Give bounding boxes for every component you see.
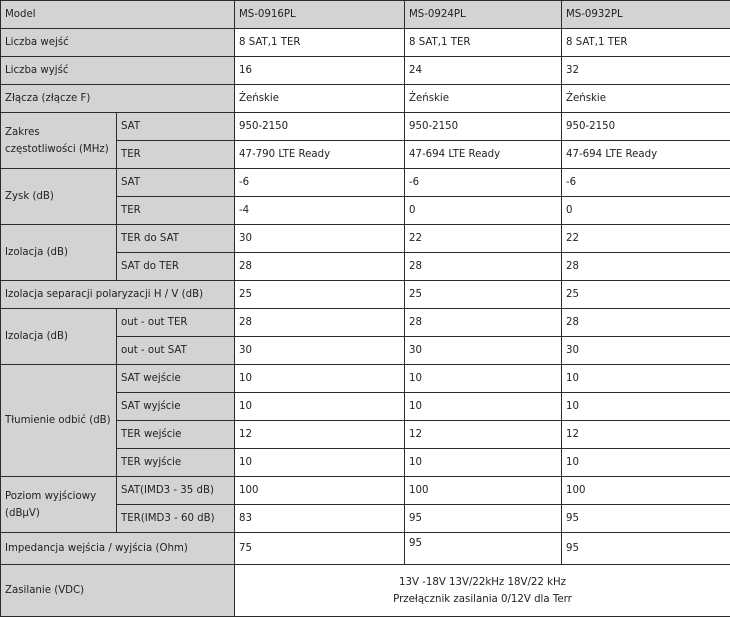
cell-impedance-1: 75 [235, 533, 405, 565]
cell-sat-in-2: 10 [405, 365, 562, 393]
cell-gain-sat-1: -6 [235, 169, 405, 197]
cell-out-ter-2: 28 [405, 309, 562, 337]
header-model-label: Model [1, 1, 235, 29]
cell-polarization-2: 25 [405, 281, 562, 309]
cell-ter-in-2: 12 [405, 421, 562, 449]
sub-label-sat-out: SAT wyjście [117, 393, 235, 421]
table-row-freq-sat [1, 113, 730, 141]
cell-ter-out-2: 10 [405, 449, 562, 477]
cell-sat-out-1: 10 [235, 393, 405, 421]
cell-inputs-2: 8 SAT,1 TER [405, 29, 562, 57]
table-row-inputs [1, 29, 730, 57]
row-label-inputs: Liczba wejść [1, 29, 235, 57]
cell-output-sat-1: 100 [235, 477, 405, 505]
cell-output-ter-3: 95 [562, 505, 730, 533]
cell-gain-ter-2: 0 [405, 197, 562, 225]
cell-freq-ter-3: 47-694 LTE Ready [562, 141, 730, 169]
cell-inputs-3: 8 SAT,1 TER [562, 29, 730, 57]
cell-output-sat-2: 100 [405, 477, 562, 505]
cell-connectors-3: Żeńskie [562, 85, 730, 113]
cell-ter-in-1: 12 [235, 421, 405, 449]
cell-gain-ter-1: -4 [235, 197, 405, 225]
cell-freq-ter-2: 47-694 LTE Ready [405, 141, 562, 169]
cell-ter-out-1: 10 [235, 449, 405, 477]
header-model-1: MS-0916PL [235, 1, 405, 29]
cell-inputs-1: 8 SAT,1 TER [235, 29, 405, 57]
cell-polarization-1: 25 [235, 281, 405, 309]
row-label-impedance: Impedancja wejścia / wyjścia (Ohm) [1, 533, 235, 565]
cell-ter-out-3: 10 [562, 449, 730, 477]
cell-outputs-2: 24 [405, 57, 562, 85]
sub-label-freq-ter: TER [117, 141, 235, 169]
cell-freq-sat-3: 950-2150 [562, 113, 730, 141]
cell-impedance-2: 95 [405, 533, 562, 565]
table-row-isolation-ter-sat [1, 225, 730, 253]
power-line-2: Przełącznik zasilania 0/12V dla Terr [239, 591, 726, 608]
cell-ter-in-3: 12 [562, 421, 730, 449]
table-row-output-sat [1, 477, 730, 505]
table-row-model [1, 1, 730, 29]
cell-out-sat-2: 30 [405, 337, 562, 365]
cell-connectors-2: Żeńskie [405, 85, 562, 113]
row-label-gain: Zysk (dB) [1, 169, 117, 225]
cell-freq-sat-1: 950-2150 [235, 113, 405, 141]
sub-label-ter-in: TER wejście [117, 421, 235, 449]
cell-sat-out-2: 10 [405, 393, 562, 421]
sub-label-gain-sat: SAT [117, 169, 235, 197]
sub-label-ter-out: TER wyjście [117, 449, 235, 477]
table-row-gain-sat [1, 169, 730, 197]
sub-label-sat-to-ter: SAT do TER [117, 253, 235, 281]
sub-label-output-sat: SAT(IMD3 - 35 dB) [117, 477, 235, 505]
power-line-1: 13V -18V 13V/22kHz 18V/22 kHz [239, 574, 726, 591]
sub-label-ter-to-sat: TER do SAT [117, 225, 235, 253]
cell-freq-sat-2: 950-2150 [405, 113, 562, 141]
cell-outputs-1: 16 [235, 57, 405, 85]
cell-impedance-3: 95 [562, 533, 730, 565]
cell-outputs-3: 32 [562, 57, 730, 85]
header-model-3: MS-0932PL [562, 1, 730, 29]
row-label-return-loss: Tłumienie odbić (dB) [1, 365, 117, 477]
cell-power [235, 565, 730, 617]
sub-label-out-ter: out - out TER [117, 309, 235, 337]
table-row-impedance [1, 533, 730, 565]
cell-gain-sat-3: -6 [562, 169, 730, 197]
sub-label-freq-sat: SAT [117, 113, 235, 141]
row-label-freq: Zakres częstotliwości (MHz) [1, 113, 117, 169]
sub-label-out-sat: out - out SAT [117, 337, 235, 365]
row-label-isolation: Izolacja (dB) [1, 225, 117, 281]
sub-label-gain-ter: TER [117, 197, 235, 225]
header-model-2: MS-0924PL [405, 1, 562, 29]
cell-ter-to-sat-3: 22 [562, 225, 730, 253]
cell-sat-out-3: 10 [562, 393, 730, 421]
table-row-out-ter [1, 309, 730, 337]
sub-label-sat-in: SAT wejście [117, 365, 235, 393]
cell-out-ter-3: 28 [562, 309, 730, 337]
cell-output-ter-2: 95 [405, 505, 562, 533]
row-label-polarization: Izolacja separacji polaryzacji H / V (dB) [1, 281, 235, 309]
cell-out-sat-1: 30 [235, 337, 405, 365]
table-row-power [1, 565, 730, 617]
cell-sat-in-1: 10 [235, 365, 405, 393]
cell-output-ter-1: 83 [235, 505, 405, 533]
cell-sat-in-3: 10 [562, 365, 730, 393]
row-label-outputs: Liczba wyjść [1, 57, 235, 85]
cell-ter-to-sat-1: 30 [235, 225, 405, 253]
cell-gain-sat-2: -6 [405, 169, 562, 197]
table-row-sat-in [1, 365, 730, 393]
table-row-connectors [1, 85, 730, 113]
cell-output-sat-3: 100 [562, 477, 730, 505]
table-row-outputs [1, 57, 730, 85]
cell-sat-to-ter-3: 28 [562, 253, 730, 281]
cell-out-sat-3: 30 [562, 337, 730, 365]
cell-ter-to-sat-2: 22 [405, 225, 562, 253]
sub-label-output-ter: TER(IMD3 - 60 dB) [117, 505, 235, 533]
cell-connectors-1: Żeńskie [235, 85, 405, 113]
cell-out-ter-1: 28 [235, 309, 405, 337]
cell-gain-ter-3: 0 [562, 197, 730, 225]
row-label-output-level: Poziom wyjściowy (dBµV) [1, 477, 117, 533]
cell-sat-to-ter-2: 28 [405, 253, 562, 281]
row-label-isolation-out: Izolacja (dB) [1, 309, 117, 365]
cell-freq-ter-1: 47-790 LTE Ready [235, 141, 405, 169]
cell-polarization-3: 25 [562, 281, 730, 309]
cell-sat-to-ter-1: 28 [235, 253, 405, 281]
row-label-connectors: Złącza (złącze F) [1, 85, 235, 113]
row-label-power: Zasilanie (VDC) [1, 565, 235, 617]
table-row-polarization [1, 281, 730, 309]
